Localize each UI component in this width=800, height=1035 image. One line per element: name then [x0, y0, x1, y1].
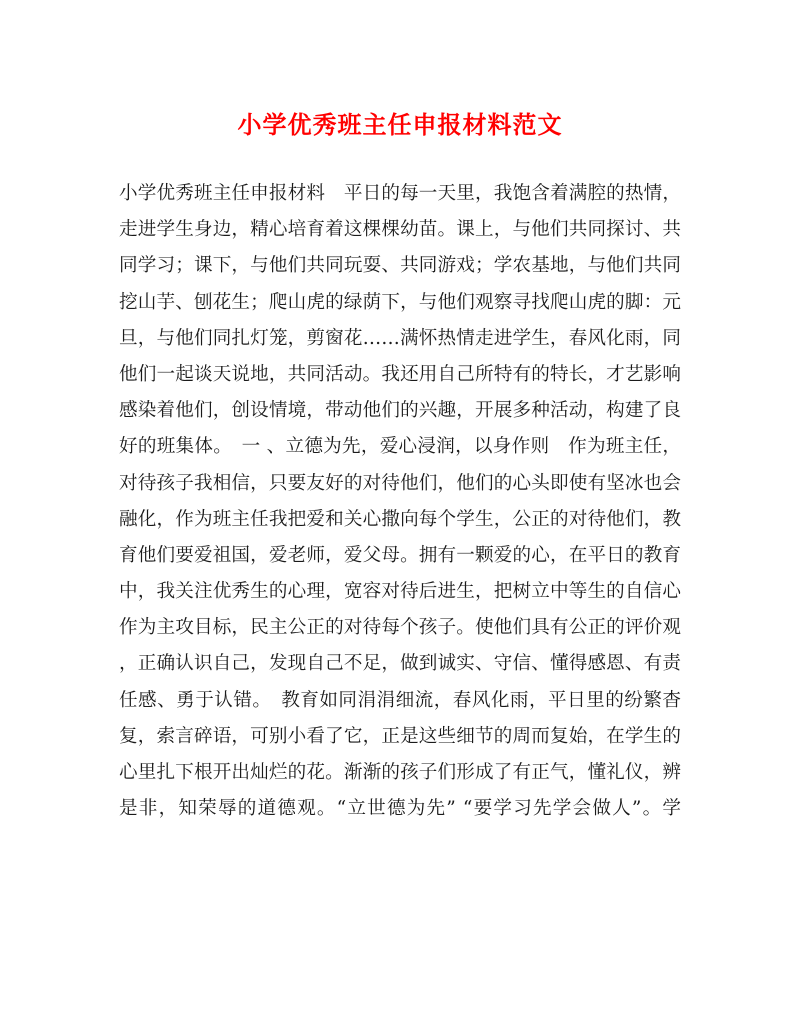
body-line: 复，索言碎语，可别小看了它，正是这些细节的周而复始，在学生的 [119, 725, 681, 747]
body-line: 走进学生身边，精心培育着这棵棵幼苗。课上，与他们共同探讨、共 [119, 219, 681, 241]
body-line: 育他们要爱祖国，爱老师，爱父母。拥有一颗爱的心，在平日的教育 [119, 544, 681, 566]
body-line: 是非，知荣辱的道德观。“立世德为先” “要学习先学会做人”。学 [119, 798, 681, 820]
body-line: 融化，作为班主任我把爱和关心撒向每个学生，公正的对待他们，教 [119, 508, 681, 530]
body-line: 同学习；课下，与他们共同玩耍、共同游戏；学农基地，与他们共同 [119, 255, 681, 277]
body-line: 旦，与他们同扎灯笼，剪窗花……满怀热情走进学生，春风化雨，同 [119, 327, 681, 349]
document-title: 小学优秀班主任申报材料范文 [237, 110, 563, 139]
body-line: 感染着他们，创设情境，带动他们的兴趣，开展多种活动，构建了良 [119, 400, 681, 422]
document-body [119, 176, 681, 827]
body-line: 小学优秀班主任申报材料 平日的每一天里，我饱含着满腔的热情， [119, 183, 681, 204]
body-line: 他们一起谈天说地，共同活动。我还用自己所特有的特长，才艺影响 [119, 363, 681, 385]
body-line: 心里扎下根开出灿烂的花。渐渐的孩子们形成了有正气，懂礼仪，辨 [119, 762, 681, 783]
body-line: 任感、勇于认错。 教育如同涓涓细流，春风化雨，平日里的纷繁杳 [119, 689, 681, 711]
body-line: 中，我关注优秀生的心理，宽容对待后进生，把树立中等生的自信心 [119, 581, 681, 603]
body-line: ，正确认识自己，发现自己不足，做到诚实、守信、懂得感恩、有责 [119, 653, 681, 675]
body-line: 挖山芋、刨花生；爬山虎的绿荫下，与他们观察寻找爬山虎的脚：元 [119, 291, 681, 313]
body-line: 对待孩子我相信，只要友好的对待他们，他们的心头即使有坚冰也会 [119, 472, 681, 494]
body-line: 好的班集体。 一 、立德为先，爱心浸润，以身作则 作为班主任， [119, 436, 681, 458]
body-line: 作为主攻目标，民主公正的对待每个孩子。使他们具有公正的评价观 [119, 617, 681, 639]
